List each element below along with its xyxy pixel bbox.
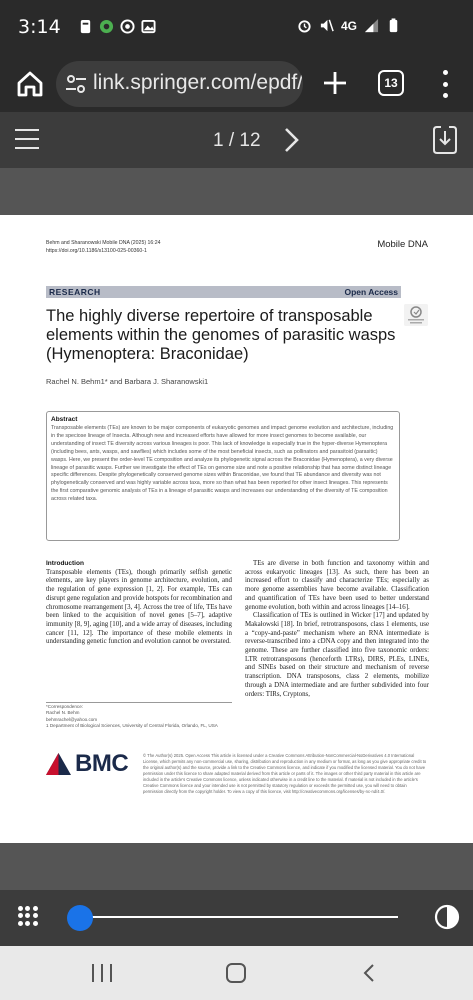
license-text: © The Author(s) 2025. Open Access This article is licensed under a Creative Commons Attribution-NonCommercial-NoDerivatives 4.0 International License, which permits any non-commercial use, sharing, distribution and reproduction in any medium or format, as long as you give appropriate credit to the original author(s) and the source, provide a link to the Creative Commons licence, and indicate if you modified the licensed material. You do not have permission under this licence to share adapted material derived from this article or parts of it. The images or other third party material in this article are included in the article's Creative Commons licence, unless indicated otherwise in a credit line to the material. If material is not included in the article's Creative Commons licence and your intended use is not permitted by statutory regulation or exceeds the permitted use, you will need to obtain permission directly from the copyright holder. To view a copy of this licence, visit http://creativecommons.org/licenses/by-nc-nd/4.0/.: [143, 753, 427, 794]
introduction-paragraph-3: Classification of TEs is outlined in Wicker [17] and updated by Makałowski [18]. In brief, retrotransposons, class 1 elements, use a “copy-and-paste” mechanism where an RNA intermediate is reverse-transcribed into a cDNA copy and then integrated into the genome. These are further classified into five taxonomic orders: LTR retrotransposons (henceforth LTRs), DIRS, PLEs, LINEs, and SINEs based on their structure and mechanism of reverse transcription. DNA transposons, class 2 elements, mobilize through a DNA intermediate and are further subdivided into four orders: TIRs, Cryptons,: [245, 612, 429, 698]
viewer-background-top: [0, 168, 473, 215]
introduction-paragraph-1: Transposable elements (TEs), though primarily selfish genetic elements, are key players in genome architecture, evolution, and the regulation of gene expression [1, 2]. For example, TEs can disrupt gene regulation and provide hotspots for recombination and chromosome rearrangement [3, 4]. Across the tree of life, TEs have been linked to the acquisition of novel genes [5–7], adaptive immunity [8, 9], aging [10], and a wide array of diseases, including cancer [11, 12]. The importance of these mobile elements in understanding genetic function and evolution cannot be overstated.: [46, 568, 232, 646]
signal-icon: [364, 18, 379, 33]
check-for-updates-icon[interactable]: [404, 304, 428, 326]
recent-apps-icon[interactable]: [92, 964, 112, 982]
green-app-icon: [99, 19, 114, 34]
footnote-divider: [46, 702, 232, 703]
citation-header: [46, 239, 160, 255]
new-tab-icon[interactable]: [318, 66, 352, 100]
abstract-text: Transposable elements (TEs) are known to be major components of eukaryotic genomes and impact genome evolution and architecture, including in the speciose lineage of Insecta. Although new and increased efforts have allowed for more insect genomes to become available, our understanding of insect TE diversity across various lineages is poor. This lack of knowledge is especially true in the hyper-diverse Hymenoptera (including bees, ants, wasps, and sawflies) which includes some of the most beneficial insects, such as pollinators and parasitoid (parasitic) wasps. Here, we present the order-level TE composition and analyze its phylogenetic signal across the Braconidae (Hymenoptera), a very diverse lineage of parasitic wasps. Further we investigate the effect of TEs on genome size and note a positive relationship that has some distinct lineage specific differences. Despite phylogenetically conserved genome sizes within Braconidae, we found that TE abundance and diversity was not phylogenetically conserved and was highly variable across taxa, more so than what has been reported for other insect lineages. This represents the first comparative genomic analysis of TEs in a lineage of parasitic wasps and increases our understanding of the diversity of TE composition across related taxa.: [51, 425, 394, 503]
address-bar[interactable]: [56, 61, 303, 107]
article-title: The highly diverse repertoire of transposable elements within the genomes of parasitic wasps (Hymenoptera: Braconidae): [46, 307, 396, 363]
target-icon: [120, 19, 135, 34]
citation-line-1: Behm and Sharanowski Mobile DNA (2025) 16:24: [46, 240, 161, 246]
home-icon[interactable]: [12, 66, 48, 102]
tab-count: 13: [384, 76, 398, 90]
abstract-heading: Abstract: [51, 416, 78, 423]
abstract-box: [46, 411, 400, 541]
article-type-bar: [46, 286, 401, 298]
tab-switcher-button[interactable]: [378, 70, 404, 96]
page-scroll-slider[interactable]: [80, 916, 398, 918]
introduction-heading: Introduction: [46, 560, 84, 567]
introduction-paragraph-2: TEs are diverse in both function and taxonomy within and across eukaryotic lineages [13]. As such, there has been an increased effort to classify and characterize TEs; especially as more genome assemblies have become available. Classification and quantification of TEs have been used to better understand genome evolution, both within and across lineages [14–16].: [245, 560, 429, 611]
network-type: 4G: [340, 18, 357, 33]
doi-link[interactable]: https://doi.org/10.1186/s13100-025-00360-1: [46, 248, 147, 254]
article-authors: Rachel N. Behm1* and Barbara J. Sharanowski1: [46, 377, 209, 386]
mute-icon: [319, 18, 334, 33]
site-settings-icon[interactable]: [65, 72, 87, 96]
more-options-icon[interactable]: [440, 70, 450, 98]
contrast-icon[interactable]: [434, 904, 460, 930]
download-icon[interactable]: [432, 125, 458, 155]
publisher-logo: [46, 750, 128, 778]
pdf-toolbar: [0, 112, 473, 168]
page-scroll-slider-thumb[interactable]: [67, 905, 93, 931]
pdf-page: [0, 215, 473, 843]
page-indicator: 1 / 12: [213, 130, 261, 151]
browser-toolbar: [0, 58, 473, 110]
status-right-icons: [297, 18, 401, 33]
status-left-icons: [78, 19, 156, 34]
article-type-label: RESEARCH: [49, 287, 101, 297]
body-column-right: [245, 560, 429, 699]
url-text: link.springer.com/epdf/: [93, 71, 303, 94]
body-column-left: [46, 560, 232, 647]
system-navigation-bar: [0, 946, 473, 1000]
viewer-background-bottom: [0, 843, 473, 890]
back-icon[interactable]: [360, 963, 378, 983]
pdf-controls: [0, 890, 473, 946]
alarm-icon: [297, 18, 312, 33]
image-icon: [141, 19, 156, 34]
thumbnails-grid-icon[interactable]: [18, 906, 38, 926]
bmc-logo-icon: [46, 753, 71, 775]
notification-icon: [78, 19, 93, 34]
correspondence-footnote: *Correspondence: Rachel N. Behm behmrachel@yahoo.com 1 Department of Biological Sciences, University of Central Florida, Orlando, FL, USA: [46, 704, 218, 728]
menu-icon[interactable]: [15, 129, 39, 149]
journal-name: Mobile DNA: [377, 239, 428, 250]
home-nav-icon[interactable]: [226, 963, 246, 983]
status-bar: [0, 0, 473, 58]
battery-icon: [386, 18, 401, 33]
bmc-logo-text: BMC: [75, 750, 129, 777]
status-time: 3:14: [18, 16, 61, 38]
chevron-right-icon[interactable]: [280, 126, 302, 154]
open-access-label: Open Access: [344, 287, 398, 297]
